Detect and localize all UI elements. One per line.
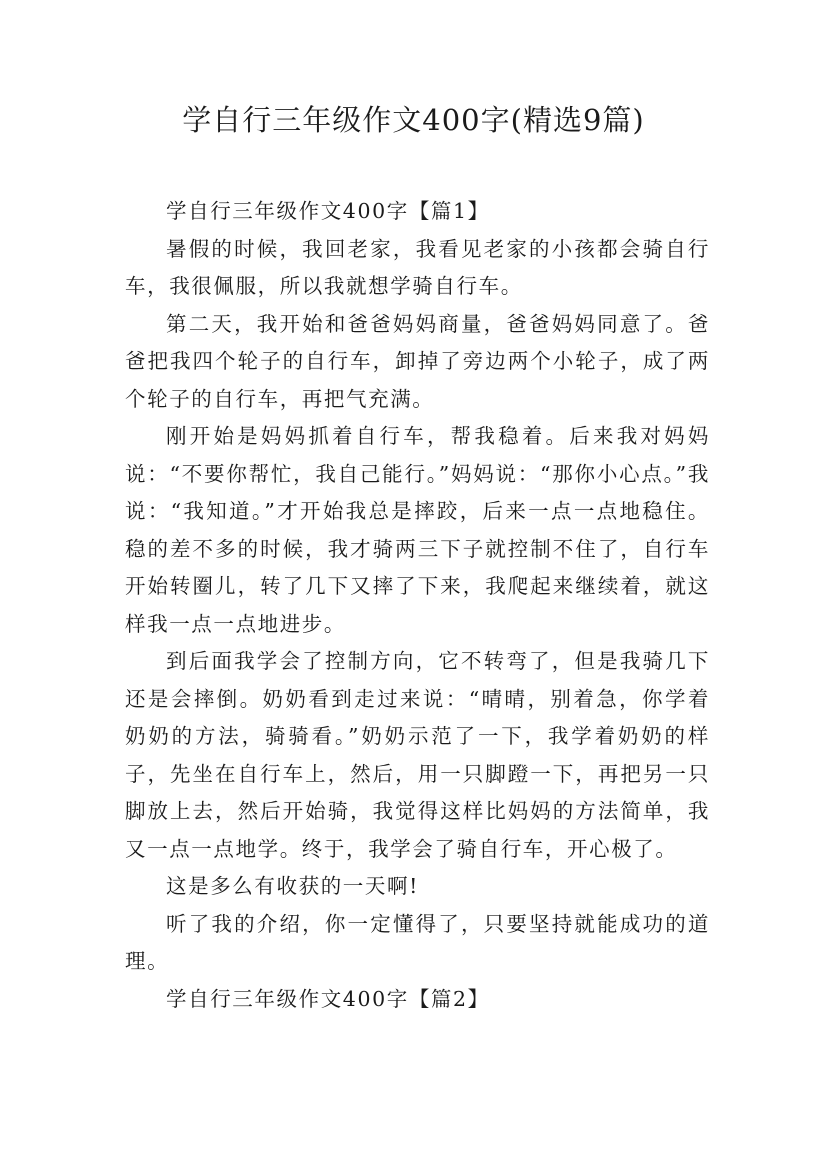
- paragraph: 刚开始是妈妈抓着自行车，帮我稳着。后来我对妈妈说：“不要你帮忙，我自己能行。”妈妈说：“那你小心点。”我说：“我知道。”才开始我总是摔跤，后来一点一点地稳住。稳的差不多的时候，我才骑两三下子就控制不住了，自行车开始转圈儿，转了几下又摔了下来，我爬起来继续着，就这样我一点一点地进步。: [125, 424, 710, 636]
- paragraph: 暑假的时候，我回老家，我看见老家的小孩都会骑自行车，我很佩服，所以我就想学骑自行车。: [125, 236, 710, 298]
- section-heading-1: 学自行三年级作文400字【篇1】: [166, 199, 490, 223]
- document-title: 学自行三年级作文400字(精选9篇): [182, 103, 645, 137]
- paragraph: 听了我的介绍，你一定懂得了，只要坚持就能成功的道理。: [125, 911, 710, 973]
- section-heading-2: 学自行三年级作文400字【篇2】: [166, 986, 490, 1011]
- document-body: [125, 193, 710, 1018]
- paragraph: 这是多么有收获的一天啊!: [166, 874, 419, 898]
- paragraph: 第二天，我开始和爸爸妈妈商量，爸爸妈妈同意了。爸爸把我四个轮子的自行车，卸掉了旁边两个小轮子，成了两个轮子的自行车，再把气充满。: [125, 311, 710, 411]
- paragraph: 到后面我学会了控制方向，它不转弯了，但是我骑几下还是会摔倒。奶奶看到走过来说：“晴晴，别着急，你学着奶奶的方法，骑骑看。”奶奶示范了一下，我学着奶奶的样子，先坐在自行车上，然后，用一只脚蹬一下，再把另一只脚放上去，然后开始骑，我觉得这样比妈妈的方法简单，我又一点一点地学。终于，我学会了骑自行车，开心极了。: [125, 649, 710, 861]
